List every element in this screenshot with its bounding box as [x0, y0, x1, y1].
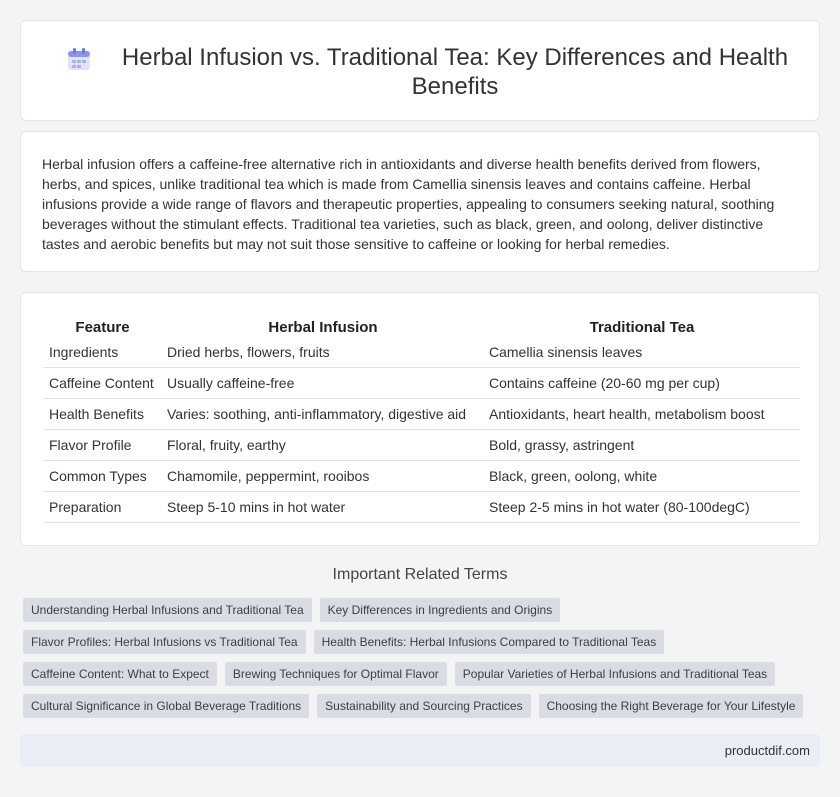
page-title: Herbal Infusion vs. Traditional Tea: Key Differences and Health Benefits [121, 44, 789, 100]
related-terms-row [23, 662, 823, 686]
related-term-tag[interactable]: Flavor Profiles: Herbal Infusions vs Traditional Tea [23, 630, 306, 654]
related-term-tag[interactable]: Sustainability and Sourcing Practices [317, 694, 530, 718]
related-term-tag[interactable]: Popular Varieties of Herbal Infusions and Traditional Teas [455, 662, 775, 686]
column-header-traditional: Traditional Tea [589, 319, 695, 336]
intro-text: Herbal infusion offers a caffeine-free alternative rich in antioxidants and diverse health benefits derived from flowers, herbs, and spices, unlike traditional tea which is made from Camellia sinensis leaves and contains caffeine. Herbal infusions provide a wide range of flavors and therapeutic properties, appealing to consumers seeking natural, soothing beverages without the stimulant effects. Traditional tea varieties, such as black, green, and oolong, deliver distinctive tastes and aerobic benefits but may not suit those sensitive to caffeine or looking for herbal remedies. [42, 156, 775, 252]
feature-cell: Flavor Profile [43, 430, 162, 461]
herbal-cell: Usually caffeine-free [162, 368, 484, 399]
related-terms-list [23, 598, 823, 726]
herbal-cell: Dried herbs, flowers, fruits [162, 337, 484, 368]
table-row [43, 368, 800, 399]
comparison-card [20, 292, 820, 546]
table-row [43, 430, 800, 461]
table-row [43, 399, 800, 430]
column-header-feature: Feature [75, 319, 130, 336]
herbal-cell: Steep 5-10 mins in hot water [162, 492, 484, 523]
intro-card [20, 131, 820, 272]
herbal-cell: Chamomile, peppermint, rooibos [162, 461, 484, 492]
related-term-tag[interactable]: Health Benefits: Herbal Infusions Compared to Traditional Teas [314, 630, 665, 654]
related-terms-row [23, 598, 823, 622]
related-term-tag[interactable]: Key Differences in Ingredients and Origins [320, 598, 561, 622]
footer-site[interactable]: productdif.com [724, 743, 810, 758]
title-card [20, 20, 820, 121]
table-row [43, 461, 800, 492]
related-terms-row [23, 630, 823, 654]
related-terms-row [23, 694, 823, 718]
table-row [43, 337, 800, 368]
column-header-herbal: Herbal Infusion [268, 319, 378, 336]
related-term-tag[interactable]: Caffeine Content: What to Expect [23, 662, 217, 686]
feature-cell: Caffeine Content [43, 368, 162, 399]
related-term-tag[interactable]: Choosing the Right Beverage for Your Lifestyle [539, 694, 804, 718]
related-term-tag[interactable]: Understanding Herbal Infusions and Traditional Tea [23, 598, 312, 622]
herbal-cell: Floral, fruity, earthy [162, 430, 484, 461]
herbal-cell: Varies: soothing, anti-inflammatory, digestive aid [162, 399, 484, 430]
traditional-cell: Bold, grassy, astringent [484, 430, 800, 461]
related-term-tag[interactable]: Cultural Significance in Global Beverage Traditions [23, 694, 309, 718]
footer [20, 734, 820, 767]
traditional-cell: Steep 2-5 mins in hot water (80-100degC) [484, 492, 800, 523]
traditional-cell: Camellia sinensis leaves [484, 337, 800, 368]
traditional-cell: Antioxidants, heart health, metabolism boost [484, 399, 800, 430]
feature-cell: Common Types [43, 461, 162, 492]
comparison-table [43, 315, 800, 523]
table-row [43, 492, 800, 523]
related-term-tag[interactable]: Brewing Techniques for Optimal Flavor [225, 662, 447, 686]
traditional-cell: Black, green, oolong, white [484, 461, 800, 492]
feature-cell: Ingredients [43, 337, 162, 368]
related-terms-title: Important Related Terms [332, 566, 508, 583]
feature-cell: Health Benefits [43, 399, 162, 430]
traditional-cell: Contains caffeine (20-60 mg per cup) [484, 368, 800, 399]
feature-cell: Preparation [43, 492, 162, 523]
